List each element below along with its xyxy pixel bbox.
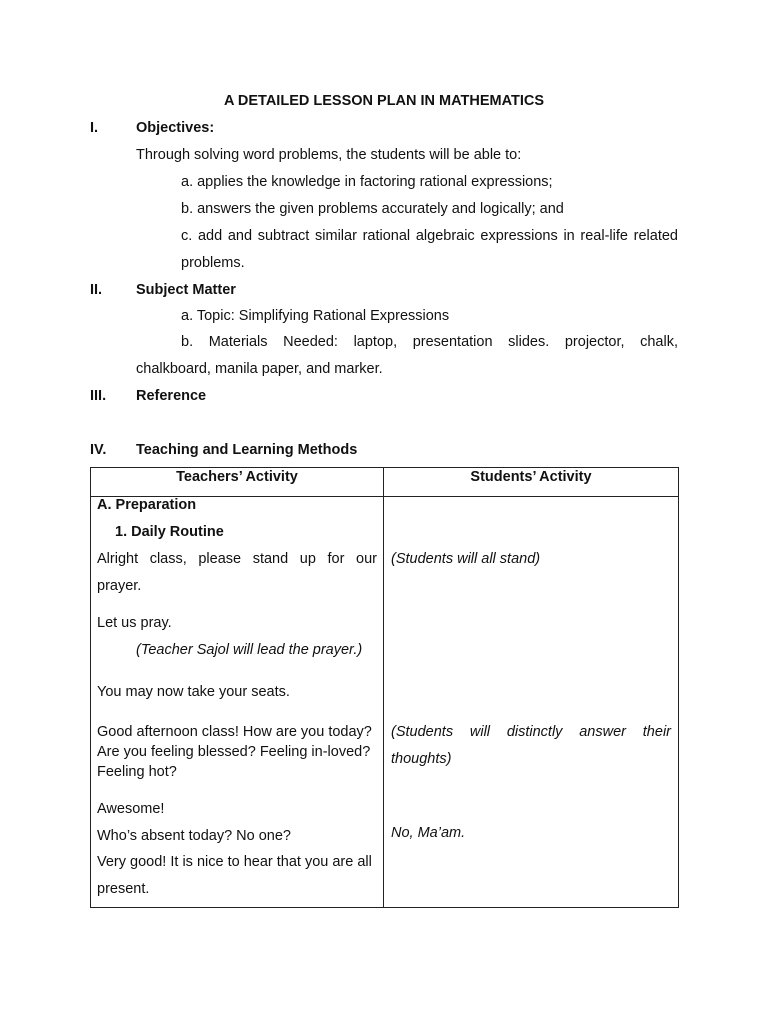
section-heading-objectives: Objectives: xyxy=(136,120,215,136)
student-stand: (Students will all stand) xyxy=(391,551,541,567)
teacher-pray: Let us pray. xyxy=(97,615,172,631)
section-heading-subject-matter: Subject Matter xyxy=(136,282,236,298)
teacher-daily-routine: 1. Daily Routine xyxy=(115,524,224,540)
subject-topic: a. Topic: Simplifying Rational Expressions xyxy=(181,308,450,324)
teacher-seats: You may now take your seats. xyxy=(97,684,290,700)
activity-table xyxy=(90,467,679,908)
section-numeral-objectives: I. xyxy=(90,120,99,136)
teacher-very-good-continued: present. xyxy=(97,881,150,897)
section-heading-methods: Teaching and Learning Methods xyxy=(136,442,358,458)
student-answer-continued: thoughts) xyxy=(391,751,452,767)
section-numeral-subject-matter: II. xyxy=(90,282,103,298)
teacher-greeting-2: Are you feeling blessed? Feeling in-loved? xyxy=(97,744,371,760)
teacher-greeting-3: Feeling hot? xyxy=(97,764,177,780)
header-students-activity: Students’ Activity xyxy=(470,469,592,485)
objective-item-c: c. add and subtract similar rational algebraic expressions in real-life related xyxy=(181,228,678,244)
student-no-one: No, Ma’am. xyxy=(391,825,466,841)
objective-item-c-continued: problems. xyxy=(181,255,245,271)
student-answer: (Students will distinctly answer their xyxy=(391,724,671,740)
table-column-divider xyxy=(383,468,384,907)
teacher-preparation: A. Preparation xyxy=(97,497,197,513)
teacher-absent: Who’s absent today? No one? xyxy=(97,828,292,844)
teacher-awesome: Awesome! xyxy=(97,801,165,817)
section-heading-reference: Reference xyxy=(136,388,207,404)
teacher-stand-line-continued: prayer. xyxy=(97,578,142,594)
section-numeral-methods: IV. xyxy=(90,442,107,458)
teacher-very-good: Very good! It is nice to hear that you are all xyxy=(97,854,372,870)
header-teachers-activity: Teachers’ Activity xyxy=(176,469,298,485)
objective-item-b: b. answers the given problems accurately and logically; and xyxy=(181,201,564,217)
subject-materials: b. Materials Needed: laptop, presentation slides. projector, chalk, xyxy=(181,334,678,350)
teacher-stand-line: Alright class, please stand up for our xyxy=(97,551,377,567)
teacher-lead-prayer: (Teacher Sajol will lead the prayer.) xyxy=(136,642,363,658)
objectives-intro: Through solving word problems, the students will be able to: xyxy=(136,147,522,163)
subject-materials-continued: chalkboard, manila paper, and marker. xyxy=(136,361,383,377)
document-title: A DETAILED LESSON PLAN IN MATHEMATICS xyxy=(223,93,545,109)
teacher-greeting-1: Good afternoon class! How are you today? xyxy=(97,724,372,740)
objective-item-a: a. applies the knowledge in factoring rational expressions; xyxy=(181,174,553,190)
section-numeral-reference: III. xyxy=(90,388,107,404)
